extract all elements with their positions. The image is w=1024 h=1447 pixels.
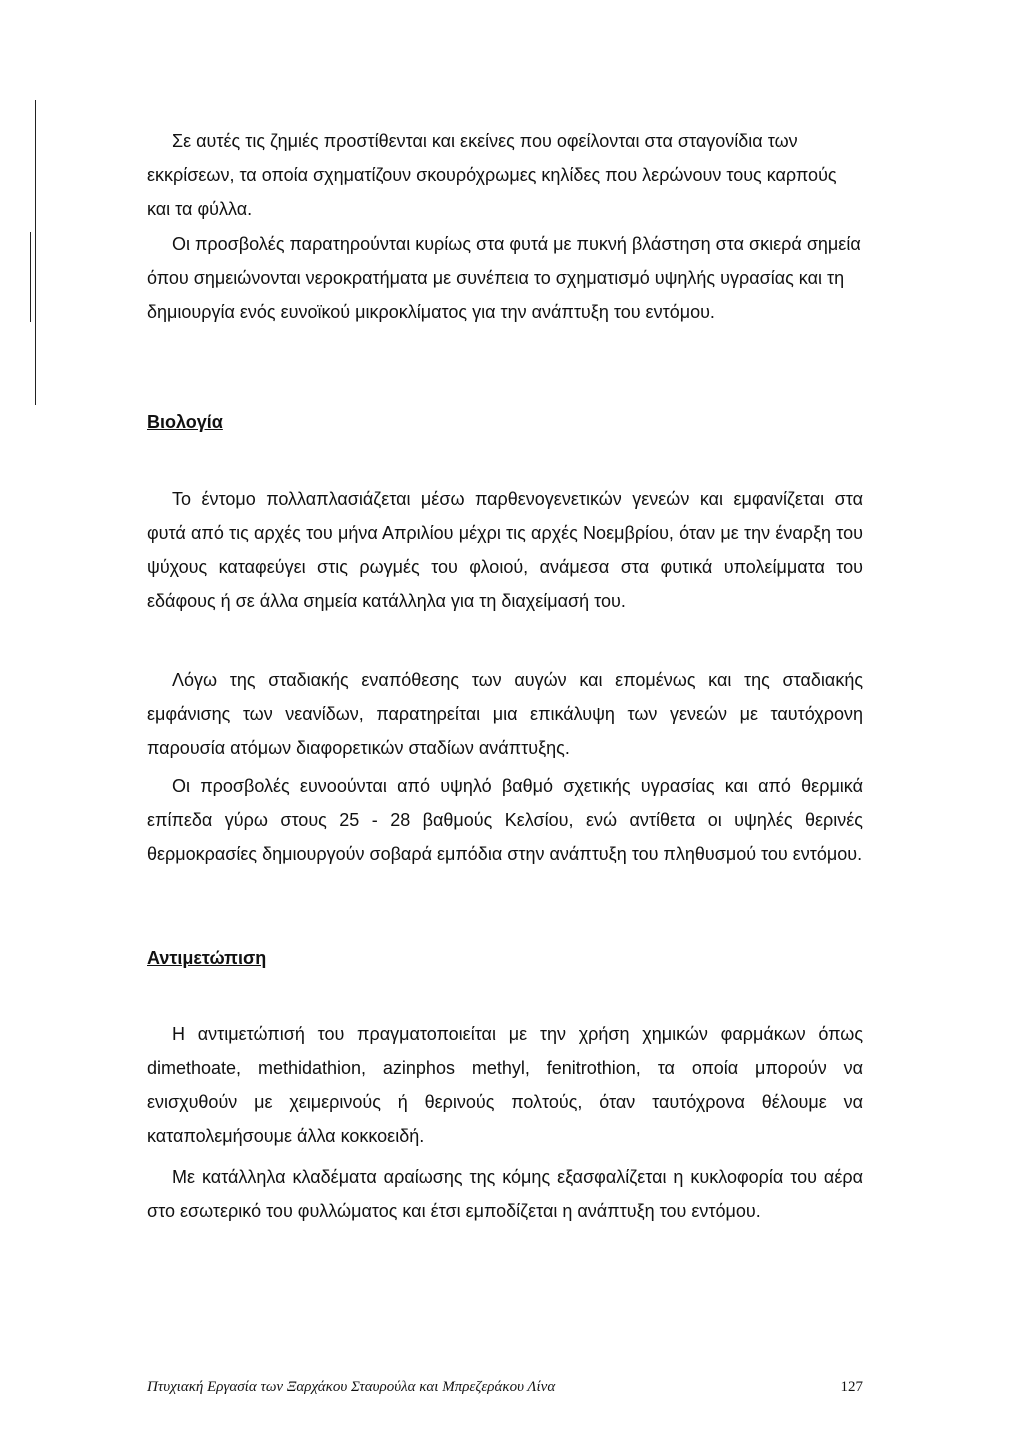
page-number: 127 [840, 1379, 863, 1395]
paragraph-pruning: Με κατάλληλα κλαδέματα αραίωσης της κόμης εξασφαλίζεται η κυκλοφορία του αέρα στο εσωτερικό του φυλλώματος και έτσι εμποδίζεται η ανάπτυξη του εντόμου. [147, 1167, 863, 1221]
page-footer [147, 1379, 863, 1396]
heading-biology: Βιολογία [147, 412, 223, 432]
heading-treatment: Αντιμετώπιση [147, 948, 267, 968]
paragraph-infestations: Οι προσβολές παρατηρούνται κυρίως στα φυτά με πυκνή βλάστηση στα σκιερά σημεία όπου σημειώνονται νεροκρατήματα με συνέπεια το σχηματισμό υψηλής υγρασίας και τη δημιουργία ενός ευνοϊκού μικροκλίματος για την ανάπτυξη του εντόμου. [147, 234, 861, 322]
paragraph-generations: Λόγω της σταδιακής εναπόθεσης των αυγών και επομένως και της σταδιακής εμφάνισης των νεανίδων, παρατηρείται μια επικάλυψη των γενεών με ταυτόχρονη παρουσία ατόμων διαφορετικών σταδίων ανάπτυξης. [147, 670, 863, 758]
paragraph-reproduction: Το έντομο πολλαπλασιάζεται μέσω παρθενογενετικών γενεών και εμφανίζεται στα φυτά από τις αρχές του μήνα Απριλίου μέχρι τις αρχές Νοεμβρίου, όταν με την έναρξη του ψύχους καταφεύγει στις ρωγμές του φλοιού, ανάμεσα στα φυτικά υπολείμματα του εδάφους ή σε άλλα σημεία κατάλληλα για τη διαχείμασή του. [147, 489, 863, 611]
paragraph-damage: Σε αυτές τις ζημιές προστίθενται και εκείνες που οφείλονται στα σταγονίδια των εκκρίσεων, τα οποία σχηματίζουν σκουρόχρωμες κηλίδες που λερώνουν τους καρπούς και τα φύλλα. [147, 131, 837, 219]
footer-text: Πτυχιακή Εργασία των Ξαρχάκου Σταυρούλα και Μπρεζεράκου Λίνα [147, 1379, 556, 1395]
paragraph-chemical-control: Η αντιμετώπισή του πραγματοποιείται με την χρήση χημικών φαρμάκων όπως dimethoate, methidathion, azinphos methyl, fenitrothion, τα οποία μπορούν να ενισχυθούν με χειμερινούς ή θερινούς πολτούς, όταν ταυτόχρονα θέλουμε να καταπολεμήσουμε άλλα κοκκοειδή. [147, 1024, 863, 1146]
paragraph-conditions: Οι προσβολές ευνοούνται από υψηλό βαθμό σχετικής υγρασίας και από θερμικά επίπεδα γύρω στους 25 - 28 βαθμούς Κελσίου, ενώ αντίθετα οι υψηλές θερινές θερμοκρασίες δημιουργούν σοβαρά εμπόδια στην ανάπτυξη του πληθυσμού του εντόμου. [147, 776, 863, 864]
